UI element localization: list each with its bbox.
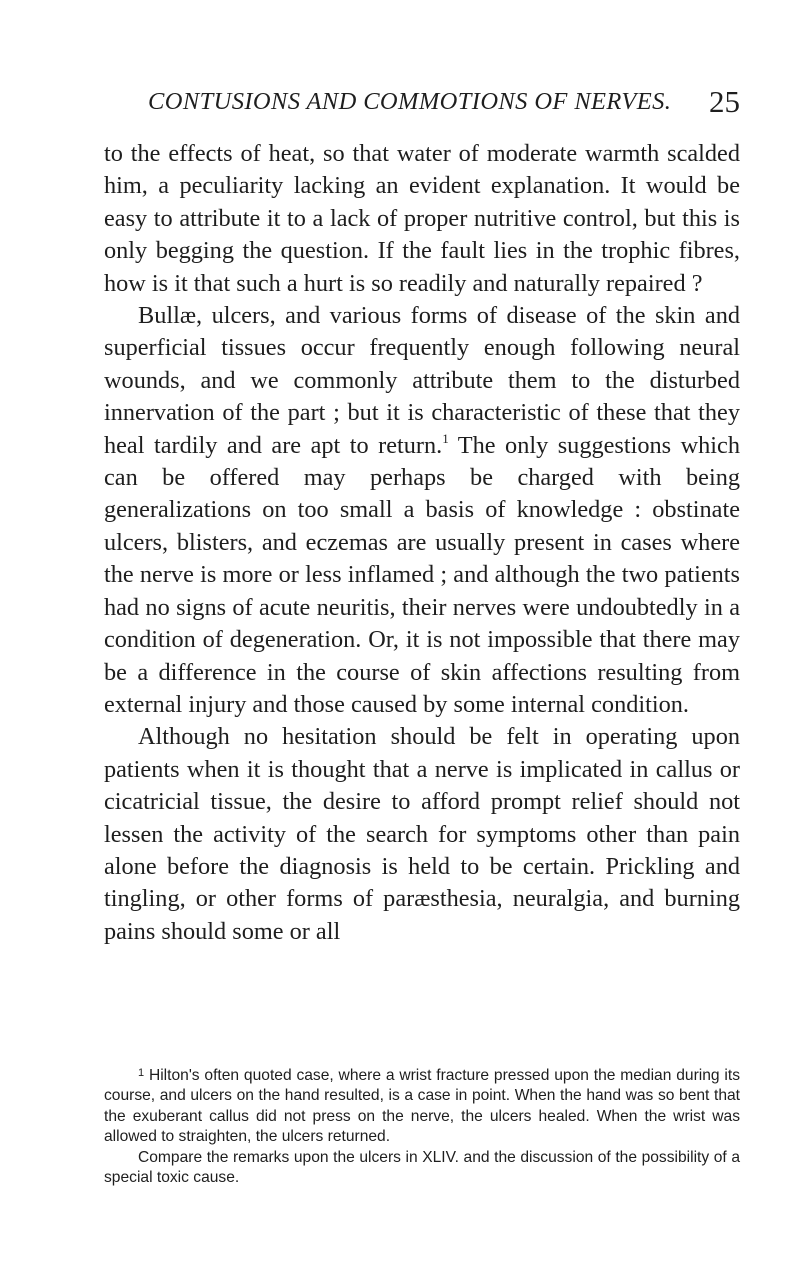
paragraph-bullae-text-start: Bullæ, ulcers, and various forms of disease of the skin and superficial tissues occur frequently enough following neural wounds, and we commonly attribute them to the disturbed innervation of the part ; but it is characteristic of these that they heal tardily and are apt to return.: [104, 302, 740, 459]
paragraph-bullae: [104, 300, 740, 721]
page-number: 25: [709, 84, 740, 119]
footnote-hilton: [104, 1066, 740, 1148]
footnote-reference[interactable]: 1: [442, 430, 449, 446]
running-head: [140, 84, 740, 128]
running-title: CONTUSIONS AND COMMOTIONS OF NERVES.: [148, 88, 672, 115]
body-text: [104, 138, 740, 948]
paragraph-bullae-text-end: The only suggestions which can be offered may perhaps be charged with being generalizations on too small a basis of knowledge : obstinate ulcers, blisters, and eczemas are usually present in cases where the nerve is more or less inflamed ; and although the two patients had no signs of acute neuritis, their nerves were undoubtedly in a condition of degeneration. Or, it is not impossible that there may be a difference in the course of skin affections resulting from external injury and those caused by some internal condition.: [104, 431, 740, 718]
footnote-compare: Compare the remarks upon the ulcers in XLIV. and the discussion of the possibility of a special toxic cause.: [104, 1148, 740, 1187]
footnote-marker: 1: [138, 1067, 145, 1079]
footnote-hilton-text: Hilton's often quoted case, where a wrist fracture pressed upon the median during its course, and ulcers on the hand resulted, is a case in point. When the hand was so bent that the exuberant callus did not press on the nerve, the ulcers healed. When the wrist was allowed to straighten, the ulcers returned.: [104, 1067, 740, 1146]
paragraph-hesitation: Although no hesitation should be felt in operating upon patients when it is thought that a nerve is implicated in callus or cicatricial tissue, the desire to afford prompt relief should not lessen the activity of the search for symptoms other than pain alone before the diagnosis is held to be certain. Prickling and tingling, or other forms of paræsthesia, neuralgia, and burning pains should some or all: [104, 723, 740, 945]
paragraph-continued: to the effects of heat, so that water of moderate warmth scalded him, a peculiarity lacking an evident explanation. It would be easy to attribute it to a lack of proper nutritive control, but this is only begging the question. If the fault lies in the trophic fibres, how is it that such a hurt is so readily and naturally repaired ?: [104, 140, 740, 297]
footnotes: [104, 1066, 740, 1188]
